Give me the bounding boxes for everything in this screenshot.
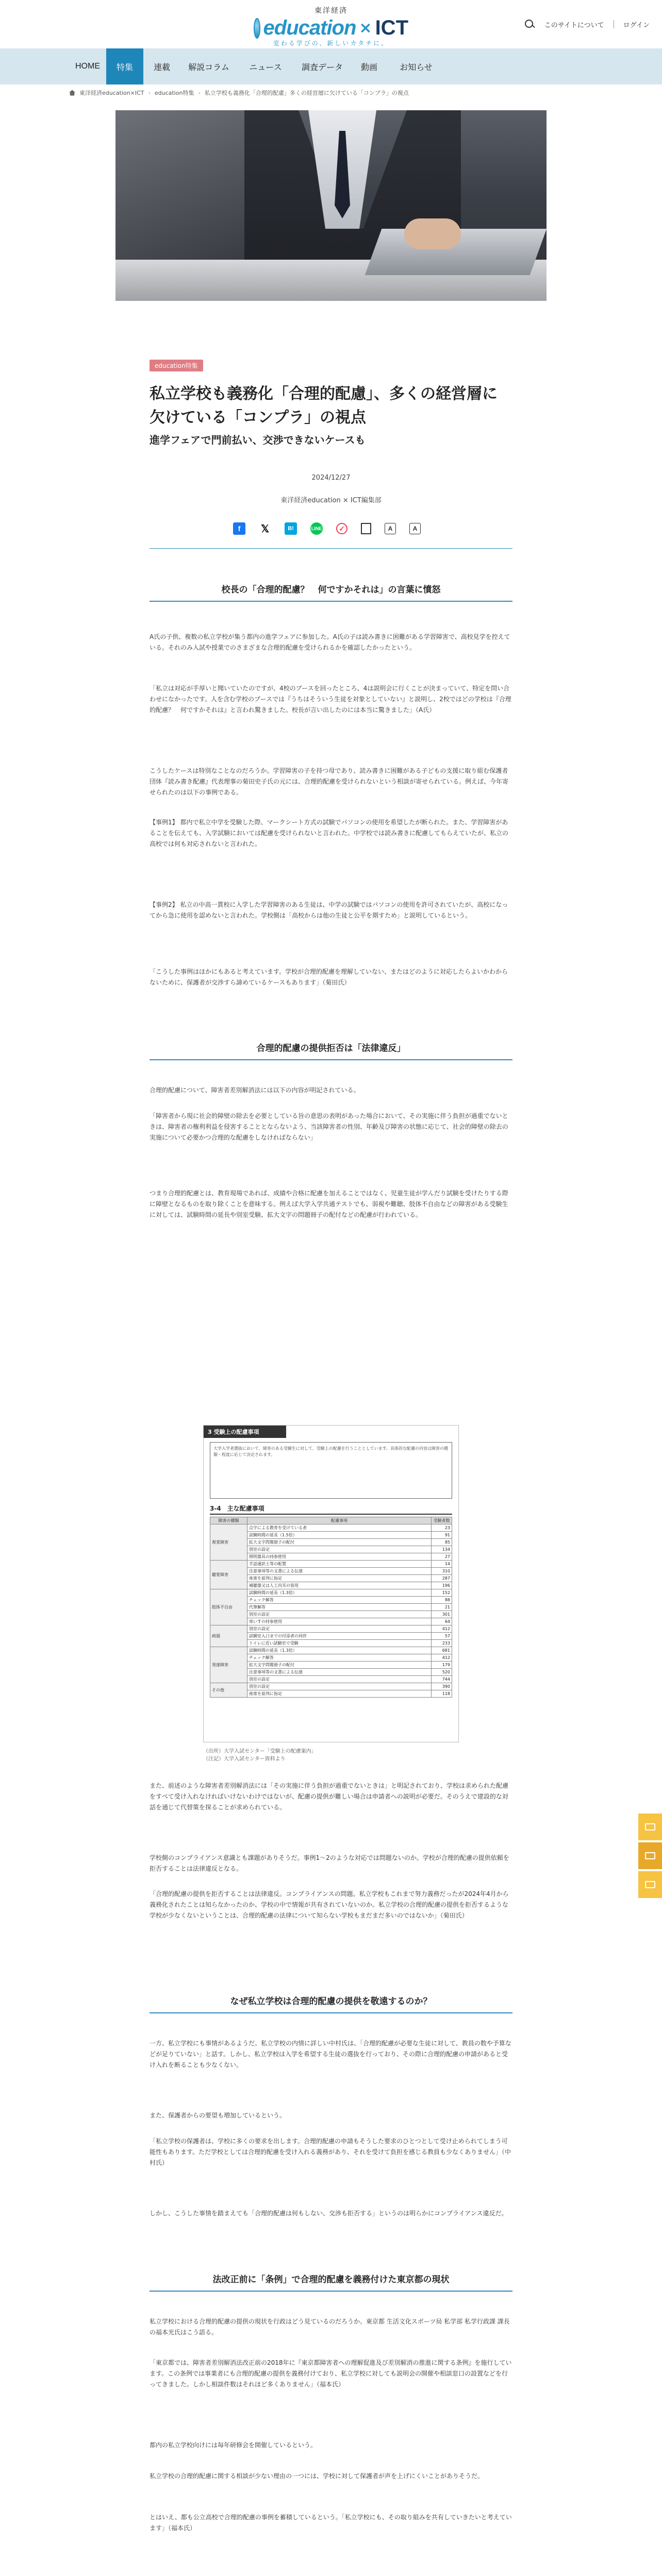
article-subtitle: 進学フェアで門前払い、交渉できないケースも (150, 434, 366, 446)
figure-section-title: 3-4 主な配慮事項 (210, 1504, 452, 1515)
table-row (210, 1683, 452, 1690)
table-cell: 試験時間の延長（1.3倍） (247, 1589, 432, 1597)
logo-publisher: 東洋経済 (315, 6, 347, 14)
table-cell: 照明器具の持参使用 (247, 1553, 432, 1561)
nav-survey[interactable]: 調査データ (301, 63, 343, 72)
table-group-cell: 肢体不自由 (210, 1589, 247, 1625)
table-row (210, 1561, 452, 1568)
table-count-cell: 27 (432, 1553, 452, 1561)
search-icon[interactable] (524, 19, 535, 30)
paragraph: 合理的配慮について、障害者差別解消法には以下の内容が明記されている。 (150, 1087, 360, 1094)
table-group-cell: 病弱 (210, 1625, 247, 1647)
table-count-cell: 64 (432, 1618, 452, 1625)
table-group-cell: 発達障害 (210, 1647, 247, 1683)
heading-underline (150, 601, 512, 602)
print-icon[interactable] (361, 523, 371, 534)
figure-source: （出所）大学入試センター「受験上の配慮案内」 (203, 1749, 317, 1754)
about-link[interactable]: このサイトについて (544, 21, 604, 29)
site-logo[interactable] (254, 5, 408, 47)
paragraph: 都内の私立学校向けには毎年研修会を開催しているという。 (150, 2442, 317, 2449)
share-bar (233, 522, 421, 535)
table-row (210, 1625, 452, 1633)
case-block: 【事例1】 都内で私立中学を受験した際、マークシート方式の試験でパソコンの使用を希望したが断られた。また、学習障害があることを伝えても、入学試験においては配慮を受けられないと言われた。中学校では読み書きに配慮してもらえていたが、私立の高校では何も対応されないと言われた。 (150, 819, 509, 848)
table-cell: 別室の設定 (247, 1625, 432, 1633)
category-tag[interactable]: education特集 (150, 360, 203, 371)
figure-heading: 受験上の配慮事項 (213, 1429, 259, 1435)
paragraph: 「こうした事例はほかにもあると考えています。学校が合理的配慮を理解していない、またはどのように対応したらよいかわからないために、保護者が交渉すら諦めているケースもあります」（菊田氏） (150, 968, 508, 986)
paragraph: また、保護者からの要望も増加しているという。 (150, 2112, 286, 2119)
logo-tagline: 変わる学びの、新しいカタチに。 (273, 40, 389, 47)
heading-underline (150, 2291, 512, 2292)
table-cell: 注意事項等の文書による伝達 (247, 1568, 432, 1575)
table-count-cell: 91 (432, 1532, 452, 1539)
table-cell: 拡大文字問題冊子の配付 (247, 1662, 432, 1669)
paragraph: つまり合理的配慮とは、教育現場であれば、成績や合格に配慮を加えることではなく、児童生徒が学んだり試験を受けたりする際に障壁となるものを取り除くことを意味する。例えば大学入学共通テストでも、弱視や難聴、肢体不自由などの障害がある受験生に対しては、試験時間の延長や別室受験、拡大文字の問題冊子の配付などの配慮が行われている。 (150, 1190, 508, 1218)
home-icon[interactable] (69, 90, 75, 96)
table-row (210, 1647, 452, 1654)
globe-icon (254, 18, 260, 39)
section-heading: 合理的配慮の提供拒否は「法律違反」 (256, 1043, 406, 1054)
hero-image (115, 110, 547, 301)
table-count-cell: 179 (432, 1662, 452, 1669)
section-heading: 校長の「合理的配慮？ 何ですかそれは」の言葉に憤怒 (221, 585, 441, 595)
logo-education: education (263, 16, 356, 39)
table-cell: 補聴器又は人工内耳の装用 (247, 1582, 432, 1589)
nav-feature[interactable]: 特集 (106, 48, 143, 84)
heading-underline (150, 1059, 512, 1060)
table-count-cell: 14 (432, 1561, 452, 1568)
table-count-cell: 681 (432, 1647, 452, 1654)
case-block: 【事例2】 私立の中高一貫校に入学した学習障害のある生徒は、中学の試験ではパソコンの使用を許可されていたが、高校になってから急に使用を認めないと言われた。学校側は「高校からは他の生徒と公平を期すため」と説明しているという。 (150, 901, 508, 919)
figure-intro: 大学入学者選抜において、障害のある受験生に対して、受験上の配慮を行うこととしています。具体的な配慮の内容は障害の種類・程度に応じて決定されます。 (210, 1442, 452, 1499)
table-cell: 注意事項等の文書による伝達 (247, 1669, 432, 1676)
nav-column[interactable]: 解説コラム (188, 63, 229, 72)
table-count-cell: 233 (432, 1640, 452, 1647)
pocket-icon[interactable]: ✓ (336, 523, 347, 534)
table-count-cell: 88 (432, 1597, 452, 1604)
breadcrumb-item[interactable]: 東洋経済education×ICT (79, 90, 144, 96)
table-cell: 別室の設定 (247, 1611, 432, 1618)
table-group-cell: 視覚障害 (210, 1524, 247, 1561)
paragraph: 私立学校における合理的配慮の提供の現状を行政はどう見ているのだろうか。東京都 生活文化スポーツ局 私学部 私学行政課 課長の福本光氏はこう語る。 (150, 2318, 510, 2336)
table-count-cell: 152 (432, 1589, 452, 1597)
table-count-cell: 412 (432, 1654, 452, 1662)
quote-paragraph: 「東京都では、障害者差別解消法改正前の2018年に『東京都障害者への理解促進及び差別解消の推進に関する条例』を施行しています。この条例では事業者にも合理的配慮の提供を義務付けており、私立学校に対しても説明会の開催や相談窓口の設置などを行ってきました。しかし相談件数はそれほど多くありません」（福本氏） (150, 2359, 512, 2388)
article-title: 私立学校も義務化「合理的配慮」、多くの経営層に欠けている「コンプラ」の視点 (150, 385, 498, 427)
table-cell: 座席を前列に指定 (247, 1575, 432, 1582)
table-header: 受験者数 (432, 1517, 452, 1524)
share-icon[interactable] (638, 1871, 662, 1898)
table-count-cell: 310 (432, 1568, 452, 1575)
table-cell: 代筆解答 (247, 1604, 432, 1611)
hatena-bookmark-icon[interactable]: B! (285, 522, 297, 535)
font-size-small-button[interactable]: A (385, 523, 396, 534)
table-cell: 試験室入口までの付添者の同伴 (247, 1633, 432, 1640)
nav-home[interactable]: HOME (75, 62, 100, 71)
nav-video[interactable]: 動画 (360, 63, 377, 72)
table-count-cell: 301 (432, 1611, 452, 1618)
table-group-cell: 聴覚障害 (210, 1561, 247, 1589)
table-cell: 拡大文字問題冊子の配付 (247, 1539, 432, 1546)
table-count-cell: 390 (432, 1683, 452, 1690)
paragraph: 「私立は対応が手厚いと聞いていたのですが、4校のブースを回ったところ、4は説明会に行くことが決まっていて、特定を問い合わせになかったです。人を含む学校のブースでは『うちはそういう生徒を対象としていない』と説明し、2校ではどの学校は『合理的配慮？ 何ですかそれは』と言われ驚きました。校長が言い出したのには本当に驚きました」（A氏） (150, 685, 511, 714)
floating-buttons (638, 1814, 662, 1900)
table-cell: チェック解答 (247, 1654, 432, 1662)
table-count-cell: 134 (432, 1546, 452, 1553)
table-cell: 別室の設定 (247, 1683, 432, 1690)
figure-number: 3 (208, 1429, 212, 1435)
bookmark-icon[interactable] (638, 1842, 662, 1869)
table-row (210, 1589, 452, 1597)
nav-series[interactable]: 連載 (153, 63, 170, 72)
section-heading: 法改正前に「条例」で合理的配慮を義務付けた東京都の現状 (212, 2275, 450, 2285)
table-count-cell: 744 (432, 1676, 452, 1683)
table-cell: 別室の設定 (247, 1676, 432, 1683)
x-icon[interactable]: 𝕏 (259, 522, 271, 535)
breadcrumb-item[interactable]: education特集 (154, 90, 194, 96)
quote-paragraph: 「障害者から現に社会的障壁の除去を必要としている旨の意思の表明があった場合において、その実施に伴う負担が過重でないときは、障害者の権利利益を侵害することとならないよう、当該障害者の性別、年齢及び障害の状態に応じて、社会的障壁の除去の実施について必要かつ合理的な配慮をしなければならない」 (150, 1112, 508, 1141)
paragraph: 私立学校の合理的配慮に関する相談が少ない理由の一つには、学校に対して保護者が声を上げにくいことがありそうだ。 (150, 2472, 484, 2480)
paragraph: 一方、私立学校にも事情があるようだ。私立学校の内情に詳しい中村氏は、「合理的配慮が必要な生徒に対して、教員の数や予算などが足りていない」と話す。しかし、私立学校は入学を希望する生徒の選抜を行っており、その際に合理的配慮の申請があると受け入れを断ることも少なくない。 (150, 2040, 511, 2069)
table-cell: 手話通訳士等の配置 (247, 1561, 432, 1568)
quote-paragraph: とはいえ、都も公立高校で合理的配慮の事例を蓄積しているという。「私立学校にも、その取り組みを共有していきたいと考えています」（福本氏） (150, 2514, 512, 2532)
table-count-cell: 412 (432, 1625, 452, 1633)
logo-ict: ICT (375, 16, 408, 39)
table-count-cell: 57 (432, 1633, 452, 1640)
publish-date: 2024/12/27 (311, 474, 351, 482)
paragraph: また、前述のような障害者差別解消法には「その実施に伴う負担が過重でないときは」と明記されており、学校は求められた配慮をすべて受け入れなければいけないわけではないが、配慮の提供が難しい場合は申請者への説明が必要だ。そのうえで建設的な対話を通じて代替策を探ることが求められている。 (150, 1782, 509, 1811)
table-header: 障害の種類 (210, 1517, 247, 1524)
paragraph: A氏の子供、複数の私立学校が集う都内の進学フェアに参加した。A氏の子は読み書きに困難がある学習障害で、高校見学を控えている。それのみ入試や授業でのさまざまな合理的配慮を受けられるかを確認したかったという。 (150, 633, 510, 651)
paragraph: こうしたケースは特別なことなのだろうか。学習障害の子を持つ母であり、読み書きに困難がある子どもの支援に取り組む保護者団体『読み書き配慮』代表理事の菊田史子氏の元には、合理的配慮を受けられないという相談が寄せられている。例えば、今年寄せられたのは以下の事例である。 (150, 767, 509, 796)
breadcrumb-separator: › (148, 89, 151, 96)
facebook-icon[interactable]: f (233, 522, 245, 535)
accommodation-figure (203, 1425, 459, 1742)
table-count-cell: 85 (432, 1539, 452, 1546)
line-icon[interactable]: LINE (310, 522, 323, 535)
breadcrumb-current: 私立学校も義務化「合理的配慮」多くの経営層に欠けている「コンプラ」の視点 (204, 90, 409, 96)
main-nav (0, 48, 662, 84)
table-header: 配慮事項 (247, 1517, 432, 1524)
byline: 東洋経済education × ICT編集部 (280, 497, 382, 504)
breadcrumb-separator: › (198, 89, 201, 96)
font-size-large-button[interactable]: A (409, 523, 421, 534)
table-cell: 点字による教育を受けている者 (247, 1524, 432, 1532)
paragraph: 学校側のコンプライアンス意識とも課題がありそうだ。事例1〜2のような対応では問題ないのか。学校が合理的配慮の提供依頼を拒否することは法律違反となる。 (150, 1854, 509, 1872)
paragraph: しかし、こうした事情を踏まえても「合理的配慮は何もしない、交渉も拒否する」というのは明らかにコンプライアンス違反だ。 (150, 2210, 508, 2217)
quote-paragraph: 「私立学校の保護者は、学校に多くの要求を出します。合理的配慮の申請もそうした要求のひとつとして受け止められてしまう可能性もあります。ただ学校としては合理的配慮を受け入れる義務があり、それを受けて負担を感じる教員も少なくありません」（中村氏） (150, 2138, 511, 2166)
table-row (210, 1524, 452, 1532)
heading-underline (150, 2012, 512, 2013)
site-header (0, 0, 662, 48)
table-count-cell: 287 (432, 1575, 452, 1582)
table-count-cell: 196 (432, 1582, 452, 1589)
table-count-cell: 21 (432, 1604, 452, 1611)
table-cell: 試験時間の延長（1.3倍） (247, 1647, 432, 1654)
table-group-cell: その他 (210, 1683, 247, 1698)
table-cell: 車いすの持参使用 (247, 1618, 432, 1625)
table-cell: チェック解答 (247, 1597, 432, 1604)
table-count-cell: 23 (432, 1524, 452, 1532)
divider (150, 548, 512, 549)
accommodation-table (210, 1517, 452, 1698)
nav-notice[interactable]: お知らせ (400, 63, 433, 72)
mail-icon[interactable] (638, 1814, 662, 1840)
table-count-cell: 520 (432, 1669, 452, 1676)
figure-note: （注記）大学入試センター資料より (203, 1756, 286, 1762)
table-cell: トイレに近い試験室で受験 (247, 1640, 432, 1647)
section-heading: なぜ私立学校は合理的配慮の提供を敬遠するのか？ (230, 1996, 432, 2007)
nav-news[interactable]: ニュース (249, 63, 282, 72)
quote-paragraph: 「合理的配慮の提供を拒否することは法律違反。コンプライアンスの問題。私立学校もこれまで努力義務だったが2024年4月から義務化されたことは知らなかったのか、学校の中で情報が共有されていないのか。私立学校の合理的配慮の提供を拒否するような学校が少なくないということは、合理的配慮の法律について知らない学校もまだまだ多いのではないか」（菊田氏） (150, 1890, 509, 1919)
table-cell: 別室の設定 (247, 1546, 432, 1553)
breadcrumb (0, 84, 662, 101)
logo-cross: × (359, 19, 372, 37)
login-link[interactable]: ログイン (623, 21, 650, 29)
table-count-cell: 118 (432, 1690, 452, 1698)
table-cell: 座席を前列に指定 (247, 1690, 432, 1698)
table-cell: 試験時間の延長（1.5倍） (247, 1532, 432, 1539)
